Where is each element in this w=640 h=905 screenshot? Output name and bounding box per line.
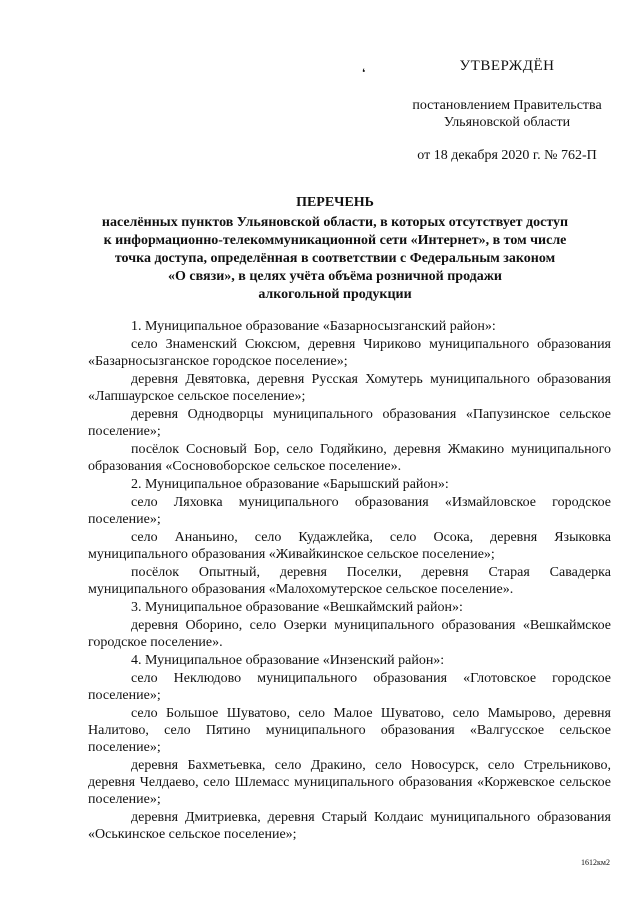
paragraph: деревня Дмитриевка, деревня Старый Колдаис муниципального образования «Оськинское сельское поселение»;: [88, 810, 611, 842]
paragraph: село Неклюдово муниципального образования «Глотовское городское поселение»;: [88, 671, 611, 703]
approval-block: [402, 58, 612, 164]
approval-date-number: от 18 декабря 2020 г. № 762-П: [417, 148, 597, 163]
paragraph: 4. Муниципальное образование «Инзенский район»:: [131, 653, 445, 668]
paragraph: село Большое Шуватово, село Малое Шуватово, село Мамырово, деревня Налитово, село Пятино муниципального образования «Валгусское сельское поселение»;: [88, 706, 611, 755]
scan-speck: ❛: [362, 68, 366, 79]
paragraph: деревня Оборино, село Озерки муниципального образования «Вешкаймское городское поселение».: [88, 618, 611, 650]
paragraph: деревня Однодворцы муниципального образования «Папузинское сельское поселение»;: [88, 407, 611, 439]
paragraph: 2. Муниципальное образование «Барышский район»:: [131, 477, 449, 492]
title-line-5: алкогольной продукции: [258, 287, 412, 302]
document-body: [88, 318, 611, 844]
footer-code: 1612км2: [581, 858, 610, 867]
title-line-4: «О связи», в целях учёта объёма розничной продажи: [168, 269, 502, 284]
approval-line-2: Ульяновской области: [443, 115, 571, 130]
approved-heading: УТВЕРЖДЁН: [459, 58, 555, 74]
paragraph: деревня Бахметьевка, село Дракино, село Новосурск, село Стрельниково, деревня Челдаево, село Шлемасс муниципального образования «Коржевское сельское поселение»;: [88, 758, 611, 807]
title-word: ПЕРЕЧЕНЬ: [296, 195, 374, 210]
title-line-3: точка доступа, определённая в соответствии с Федеральным законом: [114, 251, 556, 266]
paragraph: село Знаменский Сюксюм, деревня Чириково муниципального образования «Базарносызганское городское поселение»;: [88, 337, 611, 369]
document-title: [70, 194, 600, 304]
title-line-2: к информационно-телекоммуникационной сети «Интернет», в том числе: [103, 233, 567, 248]
approval-line-1: постановлением Правительства: [412, 98, 602, 113]
paragraph: 1. Муниципальное образование «Базарносызганский район»:: [131, 319, 496, 334]
paragraph: посёлок Сосновый Бор, село Годяйкино, деревня Жмакино муниципального образования «Сосновоборское сельское поселение».: [88, 442, 611, 474]
paragraph: посёлок Опытный, деревня Поселки, деревня Старая Савадерка муниципального образования «Малохомутерское сельское поселение».: [88, 565, 611, 597]
paragraph: 3. Муниципальное образование «Вешкаймский район»:: [131, 600, 463, 615]
paragraph: село Ананьино, село Кудажлейка, село Осока, деревня Языковка муниципального образования «Живайкинское сельское поселение»;: [88, 530, 611, 562]
paragraph: село Ляховка муниципального образования «Измайловское городское поселение»;: [88, 495, 611, 527]
paragraph: деревня Девятовка, деревня Русская Хомутерь муниципального образования «Лапшаурское сельское поселение»;: [88, 372, 611, 404]
title-line-1: населённых пунктов Ульяновской области, в которых отсутствует доступ: [101, 215, 569, 230]
